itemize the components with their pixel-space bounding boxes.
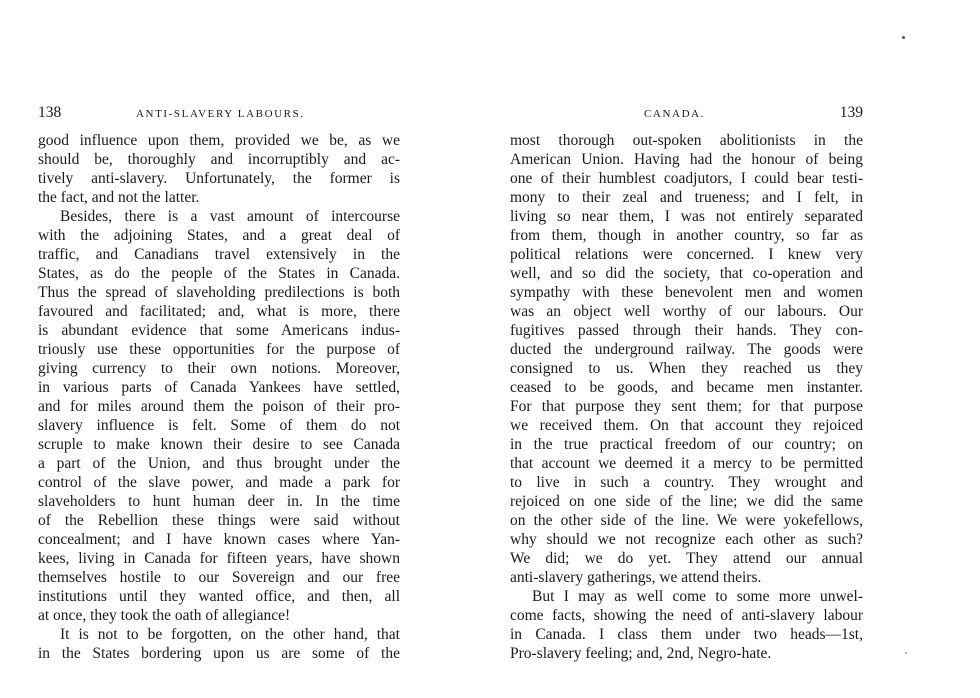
text-line: Pro-slavery feeling; and, 2nd, Negro-hate. [510,645,772,662]
text-line: kees, living in Canada for fifteen years, have shown [38,550,400,567]
text-line: themselves hostile to our Sovereign and our free [38,569,400,586]
text-line: But I may as well come to some more unwel- [532,588,863,605]
left-running-title: ANTI-SLAVERY LABOURS. [136,108,305,120]
text-line: come facts, showing the need of anti-slavery labour [510,607,863,624]
text-line: It is not to be forgotten, on the other hand, that [60,626,400,643]
text-line: one of their humblest coadjutors, I could bear testi- [510,170,863,187]
text-line: in the true practical freedom of our country; on [510,436,863,453]
text-line: consigned to us. When they reached us they [510,360,863,377]
text-line: is abundant evidence that some Americans indus- [38,322,400,339]
text-line: in various parts of Canada Yankees have settled, [38,379,400,396]
right-running-head [510,103,863,123]
text-line: ducted the underground railway. The goods were [510,341,863,358]
text-line: Besides, there is a vast amount of intercourse [60,208,400,225]
text-line: control of the slave power, and made a park for [38,474,400,491]
text-line: sympathy with these benevolent men and women [510,284,863,301]
text-line: scruple to make known their desire to see Canada [38,436,400,453]
text-line: political relations were concerned. I knew very [510,246,863,263]
text-line: the fact, and not the latter. [38,189,200,206]
text-line: from them, though in another country, so far as [510,227,863,244]
text-line: American Union. Having had the honour of being [510,151,863,168]
text-line: traffic, and Canadians travel extensively in the [38,246,400,263]
text-line: a part of the Union, and thus brought under the [38,455,400,472]
text-line: living so near them, I was not entirely separated [510,208,863,225]
text-line: to live in such a country. They wrought and [510,474,863,491]
right-page [510,0,863,698]
text-line: and for miles around them the poison of their pro- [38,398,400,415]
text-line: Thus the spread of slaveholding predilections is both [38,284,400,301]
text-line: on the other side of the line. We were yokefellows, [510,512,863,529]
text-line: concealment; and I have known cases where Yan- [38,531,400,548]
text-line: at once, they took the oath of allegiance! [38,607,291,624]
text-line: fugitives passed through their hands. They con- [510,322,863,339]
text-line: ceased to be goods, and became men instanter. [510,379,863,396]
text-line: institutions until they wanted office, and then, all [38,588,400,605]
text-line: We did; we do yet. They attend our annual [510,550,863,567]
text-line: in the States bordering upon us are some of the [38,645,400,662]
left-body-text [38,131,400,663]
text-line: in Canada. I class them under two heads—1st, [510,626,863,643]
scan-speck [905,652,907,654]
text-line: we received them. On that account they rejoiced [510,417,863,434]
text-line: that account we deemed it a mercy to be permitted [510,455,863,472]
text-line: of the Rebellion these things were said without [38,512,400,529]
right-body-text [510,131,863,663]
text-line: slaveholders to hunt human deer in. In the time [38,493,400,510]
left-running-head [38,103,400,123]
text-line: was an object well worthy of our labours. Our [510,303,863,320]
text-line: rejoiced on one side of the line; we did the same [510,493,863,510]
text-line: giving currency to their own notions. Moreover, [38,360,400,377]
text-line: favoured and facilitated; and, what is more, there [38,303,400,320]
right-page-number: 139 [839,104,863,121]
text-line: mony to their zeal and trueness; and I felt, in [510,189,863,206]
text-line: triously use these opportunities for the purpose of [38,341,400,358]
text-line: should be, thoroughly and incorruptibly and ac- [38,151,400,168]
text-line: why should we not recognize each other as such? [510,531,863,548]
scan-speck [902,36,905,39]
text-line: For that purpose they sent them; for that purpose [510,398,863,415]
text-line: tively anti-slavery. Unfortunately, the former is [38,170,400,187]
text-line: States, as do the people of the States in Canada. [38,265,400,282]
left-page [38,0,400,698]
text-line: well, and so did the society, that co-operation and [510,265,863,282]
text-line: with the adjoining States, and a great deal of [38,227,400,244]
left-page-number: 138 [38,104,62,121]
right-running-title: CANADA. [644,108,706,120]
text-line: most thorough out-spoken abolitionists in the [510,132,863,149]
text-line: anti-slavery gatherings, we attend theirs. [510,569,762,586]
text-line: good influence upon them, provided we be, as we [38,132,400,149]
text-line: slavery influence is felt. Some of them do not [38,417,400,434]
